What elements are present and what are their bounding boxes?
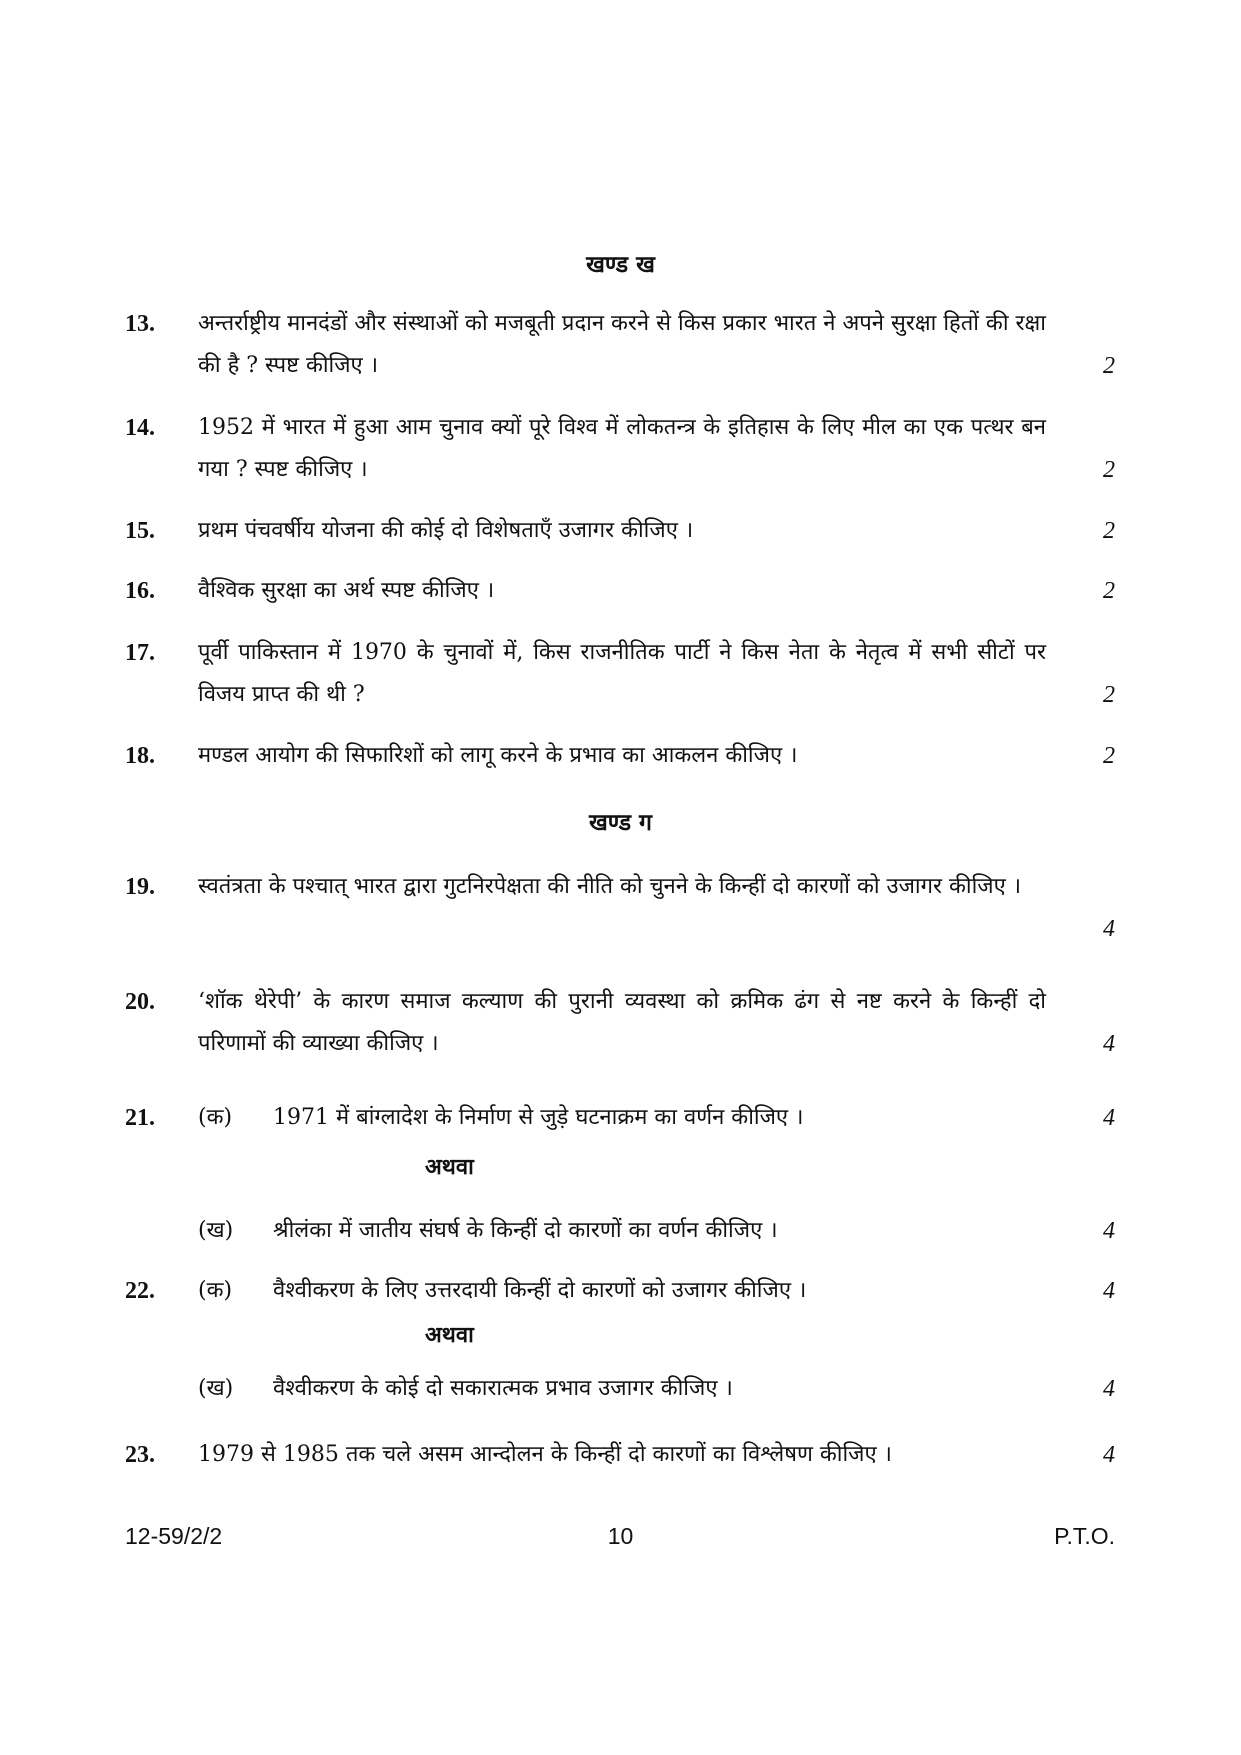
question-number: 20. [125,989,155,1015]
question-text: श्रीलंका में जातीय संघर्ष के किन्हीं दो कारणों का वर्णन कीजिए । [273,1218,778,1243]
question-15 [125,510,1115,552]
question-number: 18. [125,743,155,769]
question-marks: 2 [1103,353,1115,379]
question-text: ‘शॉक थेरेपी’ के कारण समाज कल्याण की पुरानी व्यवस्था को क्रमिक ढंग से नष्ट करने के किन्हीं दो परिणामों की व्याख्या कीजिए । [198,989,1046,1056]
question-text: पूर्वी पाकिस्तान में 1970 के चुनावों में, किस राजनीतिक पार्टी ने किस नेता के नेतृत्व में सभी सीटों पर विजय प्राप्त की थी ? [198,640,1046,707]
question-marks: 2 [1103,518,1115,544]
question-text: अन्तर्राष्ट्रीय मानदंडों और संस्थाओं को मजबूती प्रदान करने से किस प्रकार भारत ने अपने सुरक्षा हितों की रक्षा की है ? स्पष्ट कीजिए । [198,311,1046,378]
question-21-part-a [125,1097,1115,1139]
sub-question-label: (ख) [198,1218,234,1243]
question-marks: 4 [1103,916,1115,942]
question-number: 14. [125,415,155,441]
question-17 [125,632,1115,716]
question-marks: 2 [1103,457,1115,483]
sub-question-label: (क) [198,1278,233,1303]
question-text: स्वतंत्रता के पश्चात् भारत द्वारा गुटनिरपेक्षता की नीति को चुनने के किन्हीं दो कारणों को उजागर कीजिए । [198,874,1022,899]
question-23 [125,1434,1115,1476]
question-marks: 4 [1103,1105,1115,1131]
question-text: 1952 में भारत में हुआ आम चुनाव क्यों पूरे विश्व में लोकतन्त्र के इतिहास के लिए मील का एक पत्थर बन गया ? स्पष्ट कीजिए । [198,415,1046,482]
question-text: वैश्विक सुरक्षा का अर्थ स्पष्ट कीजिए । [198,578,495,603]
question-number: 16. [125,578,155,604]
question-number: 13. [125,311,155,337]
question-number: 15. [125,518,155,544]
question-22-part-b [125,1368,1115,1410]
question-number: 22. [125,1278,155,1304]
question-19 [125,866,1115,950]
question-marks: 4 [1103,1031,1115,1057]
question-text: 1979 से 1985 तक चले असम आन्दोलन के किन्हीं दो कारणों का विश्लेषण कीजिए । [198,1442,892,1467]
section-c-title: खण्ड ग [588,809,652,836]
question-20 [125,981,1115,1065]
question-marks: 4 [1103,1278,1115,1304]
or-label: अथवा [425,1154,474,1180]
question-text: वैश्वीकरण के कोई दो सकारात्मक प्रभाव उजागर कीजिए । [273,1376,733,1401]
question-text: वैश्वीकरण के लिए उत्तरदायी किन्हीं दो कारणों को उजागर कीजिए । [273,1278,807,1303]
or-label: अथवा [425,1322,474,1348]
question-marks: 4 [1103,1376,1115,1402]
question-marks: 2 [1103,743,1115,769]
pto-label: P.T.O. [1054,1523,1115,1549]
paper-code: 12-59/2/2 [125,1523,223,1549]
question-text: 1971 में बांग्लादेश के निर्माण से जुड़े घटनाक्रम का वर्णन कीजिए । [273,1105,804,1130]
question-marks: 2 [1103,682,1115,708]
question-21-part-b [125,1210,1115,1252]
question-16 [125,570,1115,612]
question-number: 23. [125,1442,155,1468]
question-14 [125,407,1115,491]
question-marks: 4 [1103,1218,1115,1244]
question-number: 19. [125,874,155,900]
sub-question-label: (ख) [198,1376,234,1401]
question-text: मण्डल आयोग की सिफारिशों को लागू करने के प्रभाव का आकलन कीजिए । [198,743,798,768]
section-b-title: खण्ड ख [586,251,655,278]
question-18 [125,735,1115,777]
question-13 [125,303,1115,387]
question-marks: 4 [1103,1442,1115,1468]
question-text: प्रथम पंचवर्षीय योजना की कोई दो विशेषताएँ उजागर कीजिए । [198,518,694,543]
question-number: 17. [125,640,155,666]
question-number: 21. [125,1105,155,1131]
question-22-part-a [125,1270,1115,1312]
page-number: 10 [607,1523,634,1549]
sub-question-label: (क) [198,1105,233,1130]
question-marks: 2 [1103,578,1115,604]
